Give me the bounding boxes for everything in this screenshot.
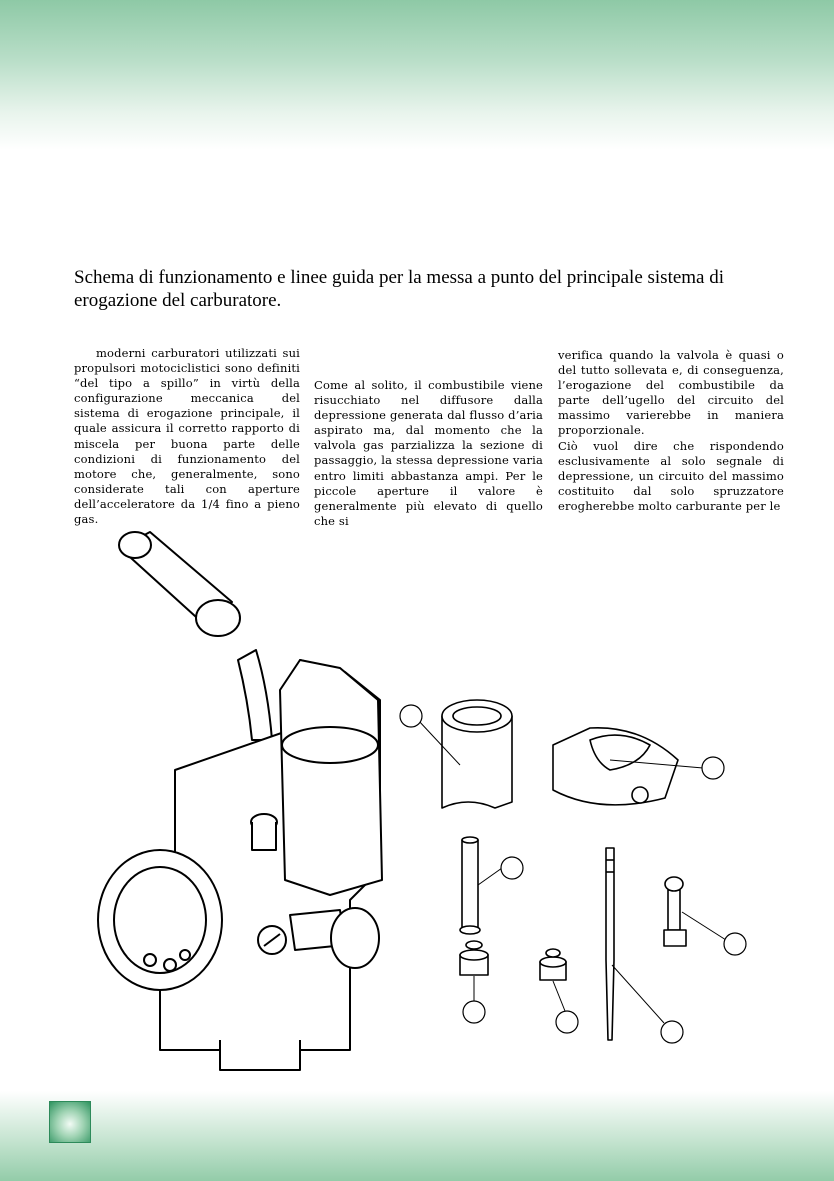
callout-circle bbox=[463, 1001, 485, 1023]
page-corner-square bbox=[49, 1101, 91, 1143]
callout-circle bbox=[661, 1021, 683, 1043]
throttle-valve-part bbox=[442, 700, 512, 808]
callout-circle bbox=[702, 757, 724, 779]
text-column-2 bbox=[314, 378, 543, 529]
jet-needle-part bbox=[606, 848, 614, 1040]
callout-circle bbox=[501, 857, 523, 879]
callout-circle bbox=[724, 933, 746, 955]
paragraph: Come al solito, il combustibile viene risucchiato nel diffusore dalla depressione generata dal flusso d’aria aspirato ma, dal momento che la valvola gas parzializza la sezione di passaggio, la stessa depressione varia entro limiti abbastanza ampi. Per le piccole aperture il valore è generalmente più elevato di quello che si bbox=[314, 378, 543, 528]
main-jet-part bbox=[460, 941, 488, 975]
carburetor-exploded-diagram bbox=[0, 510, 834, 1090]
paragraph: moderni carburatori utilizzati sui propulsori motociclistici sono definiti “del tipo a spillo” in virtù della configurazione meccanica del sistema di erogazione principale, il quale assicura il corretto rapporto di miscela per buona parte delle condizioni di funzionamento del motore che, generalmente, sono considerate tali con aperture dell’acceleratore da 1/4 fino a pieno gas. bbox=[74, 346, 300, 527]
needle-jet-part bbox=[540, 949, 566, 980]
top-gradient-band bbox=[0, 0, 834, 150]
callout-circle bbox=[400, 705, 422, 727]
emulsion-tube-part bbox=[460, 837, 480, 934]
page-title: Schema di funzionamento e linee guida per la messa a punto del principale sistema di erogazione del carburatore. bbox=[74, 267, 725, 311]
pilot-jet-part bbox=[664, 877, 686, 946]
mixing-cap-part bbox=[553, 728, 678, 805]
text-column-3 bbox=[558, 348, 784, 514]
callout-circle bbox=[556, 1011, 578, 1033]
paragraph: Ciò vuol dire che rispondendo esclusivamente al solo segnale di depressione, un circuito del massimo costituito dal solo spruzzatore erogherebbe molto carburante per le bbox=[558, 438, 784, 513]
bottom-gradient-band bbox=[0, 1091, 834, 1181]
text-column-1 bbox=[74, 346, 300, 527]
carburetor-illustration bbox=[98, 532, 382, 1070]
paragraph: verifica quando la valvola è quasi o del tutto sollevata e, di conseguenza, l’erogazione del combustibile da parte dell’ugello del circuito del massimo varierebbe in maniera proporzionale. bbox=[558, 348, 784, 438]
